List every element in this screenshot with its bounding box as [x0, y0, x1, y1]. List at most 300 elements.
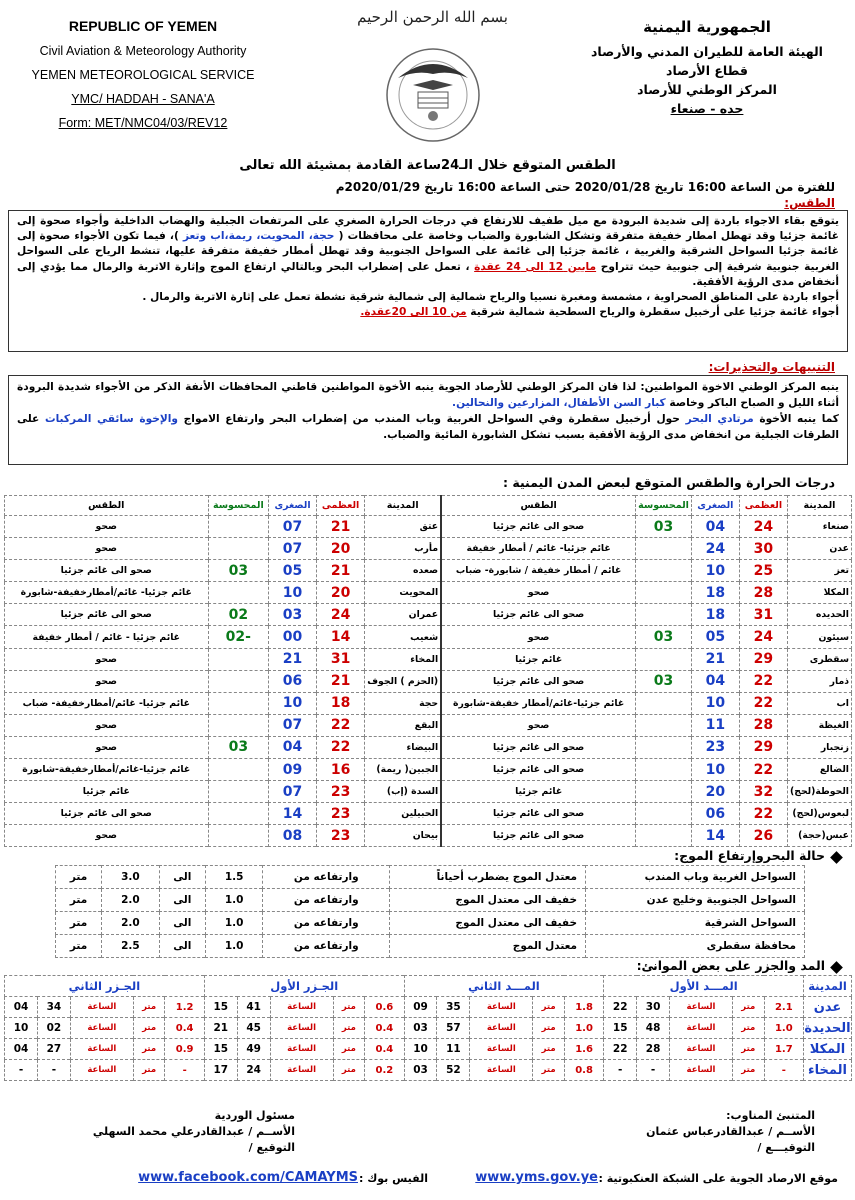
city-weather-cell: صحو الى غائم جزئيا [441, 604, 635, 626]
city-feel-cell [208, 670, 269, 692]
city-weather-cell: صحو الى غائم جزئيا [441, 516, 635, 538]
sea-row [56, 866, 805, 889]
city-min-cell: 05 [691, 626, 739, 648]
tide-hour-cell: 17 [204, 1060, 237, 1081]
shift-supervisor-signature [93, 1108, 295, 1156]
tide-hour-cell: 09 [404, 997, 437, 1018]
city-min-cell: 09 [269, 759, 317, 781]
tide-unit-m: متر [732, 1060, 764, 1081]
tide-hour-cell: 03 [404, 1018, 437, 1039]
city-feel-cell: -02 [208, 626, 269, 648]
weather-p1c: )، فيما تكون الأجواء صحوة إلى غائمة جزئيا السواحل الشرقية والغربية ، غائمة جزئيا إلى غائمة على السواحل الجنوبية وقد تهطل أمطار خفيفة متفرقة عليها، تنشط الرياح على السواحل الغربية جنوبية شرقية إلى جنوبية حيث تتراوح [17, 230, 839, 273]
city-max-cell: 20 [316, 582, 364, 604]
city-feel-cell [208, 759, 269, 781]
city-min-cell: 23 [691, 736, 739, 758]
tide-unit-hour: الساعة [670, 1039, 733, 1060]
tide-minute-cell: 02 [38, 1018, 71, 1039]
city-feel-cell [636, 803, 692, 825]
center-ar: المركز الوطني للأرصاد [637, 82, 777, 97]
city-feel-cell [208, 781, 269, 803]
tide-height-cell: 0.9 [165, 1039, 204, 1060]
city-weather-cell: صحو الى غائم جزئيا [441, 803, 635, 825]
tide-unit-hour: الساعة [470, 1018, 533, 1039]
tide-hour-cell: - [5, 1060, 38, 1081]
city-max-cell: 22 [739, 670, 787, 692]
city-feel-cell [636, 781, 692, 803]
city-min-cell: 04 [691, 516, 739, 538]
city-max-cell: 22 [739, 803, 787, 825]
forecaster-signature [646, 1108, 815, 1156]
tide-unit-m: متر [133, 1060, 165, 1081]
city-city-cell: عمران [365, 604, 441, 626]
city-max-cell: 28 [739, 582, 787, 604]
city-city-cell: البيضاء [365, 736, 441, 758]
city-min-cell: 21 [269, 648, 317, 670]
city-min-cell: 04 [691, 670, 739, 692]
tide-unit-m: متر [133, 997, 165, 1018]
tide-minute-cell: 41 [237, 997, 270, 1018]
city-row [5, 781, 852, 803]
sea-to-cell: 2.0 [102, 889, 160, 912]
basmala: بسم الله الرحمن الرحيم [357, 8, 508, 26]
sea-to-cell: 2.0 [102, 912, 160, 935]
tide-unit-m: متر [333, 1018, 365, 1039]
city-city-cell: مأرب [365, 538, 441, 560]
tide-hour-cell: 10 [404, 1039, 437, 1060]
city-weather-cell: صحو [5, 670, 209, 692]
sea-to-label-cell: الى [159, 912, 205, 935]
tide-header [5, 976, 852, 997]
authority-logo [378, 40, 488, 145]
city-weather-cell: غائم جزئيا-غائم/أمطار خفيفة-شابورة [441, 692, 635, 714]
city-min-cell: 10 [269, 692, 317, 714]
city-max-cell: 32 [739, 781, 787, 803]
warnings-text-box [8, 375, 848, 465]
sea-to-label-cell: الى [159, 866, 205, 889]
city-min-cell: 10 [691, 692, 739, 714]
sea-region-cell: السواحل الغربية وباب المندب [586, 866, 805, 889]
header-arabic [577, 18, 837, 116]
tide-height-cell: 2.1 [764, 997, 803, 1018]
tide-row [5, 997, 852, 1018]
city-feel-cell: 03 [636, 626, 692, 648]
tide-height-cell: 0.4 [365, 1018, 404, 1039]
city-city-cell: بيحان [365, 825, 441, 847]
tide-minute-cell: 49 [237, 1039, 270, 1060]
tide-unit-hour: الساعة [70, 1018, 133, 1039]
authority-ar: الهيئة العامة للطيران المدني والأرصاد [591, 44, 823, 59]
city-max-cell: 21 [316, 516, 364, 538]
city-city-cell: اب [788, 692, 852, 714]
sea-unit-cell: متر [56, 912, 102, 935]
city-weather-cell: غائم جزئيا [5, 781, 209, 803]
city-feel-cell: 03 [636, 516, 692, 538]
sea-unit-cell: متر [56, 866, 102, 889]
tide-unit-m: متر [333, 1060, 365, 1081]
city-feel-cell [208, 714, 269, 736]
tide-hour-cell: - [604, 1060, 637, 1081]
city-row [5, 736, 852, 758]
bulletin-title: الطقس المتوقع خلال الـ24ساعة القادمة بمشيئة الله تعالى [239, 158, 616, 173]
city-max-cell: 23 [316, 825, 364, 847]
city-feel-cell [636, 714, 692, 736]
sea-from-cell: 1.5 [205, 866, 263, 889]
tide-minute-cell: - [637, 1060, 670, 1081]
city-max-cell: 31 [739, 604, 787, 626]
tide-hour-cell: 03 [404, 1060, 437, 1081]
city-row [5, 648, 852, 670]
tide-col-low2: الجـزر الثاني [5, 976, 205, 997]
sea-from-label-cell: وارتفاعه من [263, 889, 390, 912]
city-row [5, 759, 852, 781]
city-max-cell: 21 [316, 560, 364, 582]
city-feel-cell [208, 538, 269, 560]
city-city-cell: المخاء [365, 648, 441, 670]
city-city-cell: زنجبار [788, 736, 852, 758]
tide-minute-cell: 27 [38, 1039, 71, 1060]
city-weather-cell: صحو [5, 736, 209, 758]
tide-col-high2: المـــد الثاني [404, 976, 604, 997]
sea-state-table [55, 865, 805, 958]
city-feel-cell [636, 538, 692, 560]
city-max-cell: 22 [739, 692, 787, 714]
city-weather-cell: صحو الى غائم جزئيا [441, 759, 635, 781]
city-max-cell: 24 [739, 516, 787, 538]
header-english [18, 18, 268, 130]
tide-unit-m: متر [533, 997, 565, 1018]
city-min-cell: 24 [691, 538, 739, 560]
warnings-p2c: حول أرخبيل سقطرة وفي السواحل الغربية وباب المندب من إضطراب البحر وارتفاع الامواج [183, 413, 680, 425]
tide-unit-hour: الساعة [470, 997, 533, 1018]
city-min-cell: 18 [691, 604, 739, 626]
city-min-cell: 21 [691, 648, 739, 670]
center-en: YMC/ HADDAH - SANA'A [71, 92, 215, 106]
tide-hour-cell: 15 [604, 1018, 637, 1039]
tide-height-cell: 1.0 [564, 1018, 603, 1039]
city-city-cell: عدن [788, 538, 852, 560]
warnings-p2e: على الطرقات الجبلية من انخفاض مدى الرؤية الأفقية بسبب تشكل الشابورة المائية والضباب. [17, 413, 839, 441]
city-city-cell: سقطرى [788, 648, 852, 670]
tide-hour-cell: 04 [5, 1039, 38, 1060]
tide-minute-cell: 34 [38, 997, 71, 1018]
city-city-cell: البقع [365, 714, 441, 736]
city-min-cell: 07 [269, 781, 317, 803]
warnings-p2a: كما ينبه الأخوة [759, 413, 839, 425]
tide-col-high1: المـــد الأول [604, 976, 804, 997]
city-weather-cell: صحو [441, 626, 635, 648]
city-city-cell: سيئون [788, 626, 852, 648]
tide-height-cell: 0.2 [365, 1060, 404, 1081]
city-row [5, 626, 852, 648]
city-max-cell: 23 [316, 781, 364, 803]
tide-height-cell: 0.4 [365, 1039, 404, 1060]
city-feel-cell [208, 516, 269, 538]
city-weather-cell: صحو الى غائم جزئيا [441, 825, 635, 847]
city-weather-cell: صحو [5, 648, 209, 670]
fb-label: الفيس بوك : [358, 1172, 428, 1185]
city-city-cell: الحديده [788, 604, 852, 626]
sea-from-cell: 1.0 [205, 935, 263, 958]
city-feel-cell [636, 759, 692, 781]
weather-label: الطقس: [784, 196, 835, 210]
tide-unit-hour: الساعة [670, 997, 733, 1018]
city-max-cell: 22 [739, 759, 787, 781]
city-min-cell: 07 [269, 516, 317, 538]
col-feel-2: المحسوسة [208, 496, 269, 516]
tide-hour-cell: 15 [204, 1039, 237, 1060]
city-feel-cell [636, 736, 692, 758]
tide-unit-hour: الساعة [70, 1039, 133, 1060]
sea-region-cell: محافظة سقطرى [586, 935, 805, 958]
city-min-cell: 07 [269, 714, 317, 736]
sea-state-cell: خفيف الى معتدل الموج [390, 889, 586, 912]
city-min-cell: 14 [269, 803, 317, 825]
tide-height-cell: 1.7 [764, 1039, 803, 1060]
city-city-cell: ذمار [788, 670, 852, 692]
sector-ar: قطاع الأرصاد [666, 63, 748, 78]
city-max-cell: 26 [739, 825, 787, 847]
city-feel-cell: 02 [208, 604, 269, 626]
tide-unit-m: متر [133, 1018, 165, 1039]
tide-hour-cell: 15 [204, 997, 237, 1018]
sea-title: حالة البحروإرتفاع الموج: [674, 848, 825, 863]
weather-p1-provinces: حجة، المحويت، ريمة،اب وتعز [182, 230, 335, 243]
city-min-cell: 05 [269, 560, 317, 582]
city-min-cell: 06 [691, 803, 739, 825]
city-min-cell: 08 [269, 825, 317, 847]
tide-unit-m: متر [732, 997, 764, 1018]
site-label: موقع الارصاد الجوية على الشبكة العنكبوتية : [598, 1172, 838, 1185]
tide-unit-m: متر [333, 997, 365, 1018]
tide-minute-cell: - [38, 1060, 71, 1081]
tide-minute-cell: 35 [437, 997, 470, 1018]
city-row [5, 516, 852, 538]
tide-minute-cell: 45 [237, 1018, 270, 1039]
weather-p1e: ، تعمل على إضطراب البحر وبالتالي ارتفاع الموج وإثارة الاتربة والرمال مما يؤدي إلى أنخفاض مدى الرؤية الأفقية. [17, 260, 839, 288]
weather-p3-wind: من 10 الى 20عقدة. [360, 306, 467, 319]
city-max-cell: 22 [316, 714, 364, 736]
tide-col-port: المدينة [804, 976, 852, 997]
sea-state-cell: خفيف الى معتدل الموج [390, 912, 586, 935]
supervisor-sign: التوقيع / [248, 1141, 295, 1154]
country-ar: الجمهورية اليمنية [643, 18, 771, 36]
city-max-cell: 30 [739, 538, 787, 560]
tide-minute-cell: 28 [637, 1039, 670, 1060]
city-row [5, 670, 852, 692]
tide-unit-m: متر [533, 1018, 565, 1039]
col-city-2: المدينة [365, 496, 441, 516]
tide-unit-hour: الساعة [270, 1060, 333, 1081]
city-weather-cell: غائم / أمطار خفيفة / شابورة- ضباب [441, 560, 635, 582]
warnings-p1a: ينبه المركز الوطني الاخوة المواطنين: لذا فان المركز الوطني للأرصاد الجوية ينبه الأخوة المواطنين قاطني المحافظات الأنفة الذكر من الأجواء شديدة البرودة أثناء الليل و الصباح الباكر وخاصة [17, 381, 839, 409]
city-max-cell: 25 [739, 560, 787, 582]
city-max-cell: 29 [739, 648, 787, 670]
sea-row [56, 889, 805, 912]
sea-to-cell: 3.0 [102, 866, 160, 889]
city-weather-cell: غائم جزئيا-غائم/أمطارخفيفة-شابورة [5, 759, 209, 781]
tide-unit-m: متر [133, 1039, 165, 1060]
city-max-cell: 21 [316, 670, 364, 692]
city-min-cell: 14 [691, 825, 739, 847]
cities-title: درجات الحرارة والطقس المتوقع لبعض المدن اليمنية : [503, 475, 835, 490]
city-min-cell: 04 [269, 736, 317, 758]
col-max: العظمى [739, 496, 787, 516]
city-max-cell: 28 [739, 714, 787, 736]
warnings-sea-goers: مرتادي البحر [685, 413, 754, 425]
city-max-cell: 29 [739, 736, 787, 758]
sea-row [56, 912, 805, 935]
col-max-2: العظمى [316, 496, 364, 516]
city-weather-cell: غائم جزئيا- غائم/أمطارخفيفة-شابورة [5, 582, 209, 604]
sea-from-label-cell: وارتفاعه من [263, 866, 390, 889]
bulletin-period: للفترة من الساعة 16:00 تاريخ 2020/01/28 حتى الساعة 16:00 تاريخ 2020/01/29م [335, 180, 835, 194]
city-feel-cell [208, 692, 269, 714]
weather-p1a: يتوقع بقاء الاجواء باردة إلى شديدة البرودة مع ميل طفيف للارتفاع في درجات الحرارة الصغري على المرتفعات الجبلية والهضاب الداخلية وأجواء صحوة إلى غائمة جزئيا وقد تهطل امطار خفيفة متفرقة وتشكل الشابورة والضباب وخاصة على محافظات ( [17, 215, 839, 243]
tide-hour-cell: 10 [5, 1018, 38, 1039]
sea-region-cell: السواحل الجنوبية وخليج عدن [586, 889, 805, 912]
col-feel: المحسوسة [636, 496, 692, 516]
city-weather-cell: صحو [5, 516, 209, 538]
city-forecast-table [4, 495, 852, 847]
authority-en: Civil Aviation & Meteorology Authority [39, 44, 247, 58]
tide-height-cell: - [165, 1060, 204, 1081]
location-ar: حده - صنعاء [670, 101, 744, 116]
city-max-cell: 31 [316, 648, 364, 670]
city-table-header [5, 496, 852, 516]
tide-height-cell: 0.4 [165, 1018, 204, 1039]
footer [8, 1168, 848, 1192]
city-min-cell: 20 [691, 781, 739, 803]
city-feel-cell [208, 648, 269, 670]
tide-unit-hour: الساعة [470, 1039, 533, 1060]
tide-height-cell: 1.6 [564, 1039, 603, 1060]
city-row [5, 825, 852, 847]
tide-height-cell: 1.8 [564, 997, 603, 1018]
city-row [5, 538, 852, 560]
city-min-cell: 10 [269, 582, 317, 604]
city-feel-cell [208, 825, 269, 847]
city-city-cell: (الحزم ) الجوف [365, 670, 441, 692]
city-max-cell: 18 [316, 692, 364, 714]
city-min-cell: 10 [691, 759, 739, 781]
city-weather-cell: صحو الى غائم جزئيا [5, 604, 209, 626]
facebook-link[interactable]: www.facebook.com/CAMAYMS [138, 1170, 358, 1185]
city-city-cell: صعده [365, 560, 441, 582]
city-city-cell: لبعوس(لحج) [788, 803, 852, 825]
sea-unit-cell: متر [56, 935, 102, 958]
city-feel-cell [636, 825, 692, 847]
city-city-cell: عبس(حجة) [788, 825, 852, 847]
city-feel-cell: 03 [636, 670, 692, 692]
city-row [5, 692, 852, 714]
city-feel-cell: 03 [208, 736, 269, 758]
tide-unit-hour: الساعة [70, 997, 133, 1018]
supervisor-name: الأســم / عبدالقادرعلي محمد السهلي [92, 1125, 295, 1138]
tide-minute-cell: 30 [637, 997, 670, 1018]
tide-unit-m: متر [333, 1039, 365, 1060]
city-feel-cell [636, 560, 692, 582]
tide-table [4, 975, 852, 1081]
city-weather-cell: صحو الى غائم جزئيا [5, 560, 209, 582]
city-weather-cell: صحو [441, 582, 635, 604]
tide-unit-hour: الساعة [670, 1018, 733, 1039]
sea-to-label-cell: الى [159, 889, 205, 912]
tide-title: المد والجزر على بعض الموانئ: [636, 958, 825, 973]
city-max-cell: 14 [316, 626, 364, 648]
city-feel-cell: 03 [208, 560, 269, 582]
col-min-2: الصغرى [269, 496, 317, 516]
city-weather-cell: صحو الى غائم جزئيا [441, 670, 635, 692]
city-city-cell: شعيب [365, 626, 441, 648]
tide-height-cell: 0.8 [564, 1060, 603, 1081]
city-weather-cell: صحو [441, 714, 635, 736]
city-city-cell: عتق [365, 516, 441, 538]
weather-p2: أجواء باردة على المناطق الصحراوية ، مشمسة ومغبرة نسبيا والرياح شمالية إلى شمالية شرقية نشطة تعمل على إثارة الاتربة والرمال . [142, 291, 839, 304]
city-max-cell: 16 [316, 759, 364, 781]
city-min-cell: 18 [691, 582, 739, 604]
sea-from-cell: 1.0 [205, 912, 263, 935]
tide-height-cell: - [764, 1060, 803, 1081]
city-city-cell: السدة (إب) [365, 781, 441, 803]
city-min-cell: 06 [269, 670, 317, 692]
tide-port-cell: المكلا [804, 1039, 852, 1060]
tide-row [5, 1060, 852, 1081]
col-min: الصغرى [691, 496, 739, 516]
city-city-cell: حجة [365, 692, 441, 714]
tide-height-cell: 1.2 [165, 997, 204, 1018]
city-min-cell: 00 [269, 626, 317, 648]
col-weather: الطقس [441, 496, 635, 516]
sea-to-cell: 2.5 [102, 935, 160, 958]
sea-unit-cell: متر [56, 889, 102, 912]
country-en: REPUBLIC OF YEMEN [68, 18, 218, 34]
city-weather-cell: صحو [5, 825, 209, 847]
city-weather-cell: صحو [5, 714, 209, 736]
city-row [5, 803, 852, 825]
city-max-cell: 24 [739, 626, 787, 648]
city-max-cell: 20 [316, 538, 364, 560]
tide-unit-hour: الساعة [270, 1018, 333, 1039]
sea-state-cell: معتدل الموج يضطرب أحياناً [390, 866, 586, 889]
sea-region-cell: السواحل الشرقية [586, 912, 805, 935]
bullet-icon [830, 961, 843, 974]
city-min-cell: 11 [691, 714, 739, 736]
weather-p3a: أجواء غائمة جزئيا على أرخبيل سقطرة والرياح السطحية شمالية شرقية [470, 306, 839, 319]
city-min-cell: 10 [691, 560, 739, 582]
sea-state-cell: معتدل الموج [390, 935, 586, 958]
city-min-cell: 03 [269, 604, 317, 626]
city-weather-cell: غائم جزئيا- غائم/أمطارخفيفة- ضباب [5, 692, 209, 714]
tide-minute-cell: 52 [437, 1060, 470, 1081]
tide-minute-cell: 11 [437, 1039, 470, 1060]
form-number: Form: MET/NMC04/03/REV12 [58, 116, 228, 130]
city-row [5, 714, 852, 736]
site-link[interactable]: www.yms.gov.ye [475, 1170, 598, 1185]
city-city-cell: المكلا [788, 582, 852, 604]
col-city: المدينة [788, 496, 852, 516]
city-max-cell: 22 [316, 736, 364, 758]
city-city-cell: صنعاء [788, 516, 852, 538]
sea-from-label-cell: وارتفاعه من [263, 935, 390, 958]
city-weather-cell: صحو الى غائم جزئيا [5, 803, 209, 825]
city-city-cell: تعز [788, 560, 852, 582]
warnings-vulnerable-groups: كبار السن الأطفال، المزارعين والنحالين. [452, 397, 666, 409]
tide-unit-hour: الساعة [70, 1060, 133, 1081]
city-weather-cell: صحو [5, 538, 209, 560]
forecaster-name: الأســم / عبدالقادرعباس عثمان [646, 1125, 815, 1138]
city-city-cell: الغيظة [788, 714, 852, 736]
service-en: YEMEN METEOROLOGICAL SERVICE [31, 68, 255, 82]
